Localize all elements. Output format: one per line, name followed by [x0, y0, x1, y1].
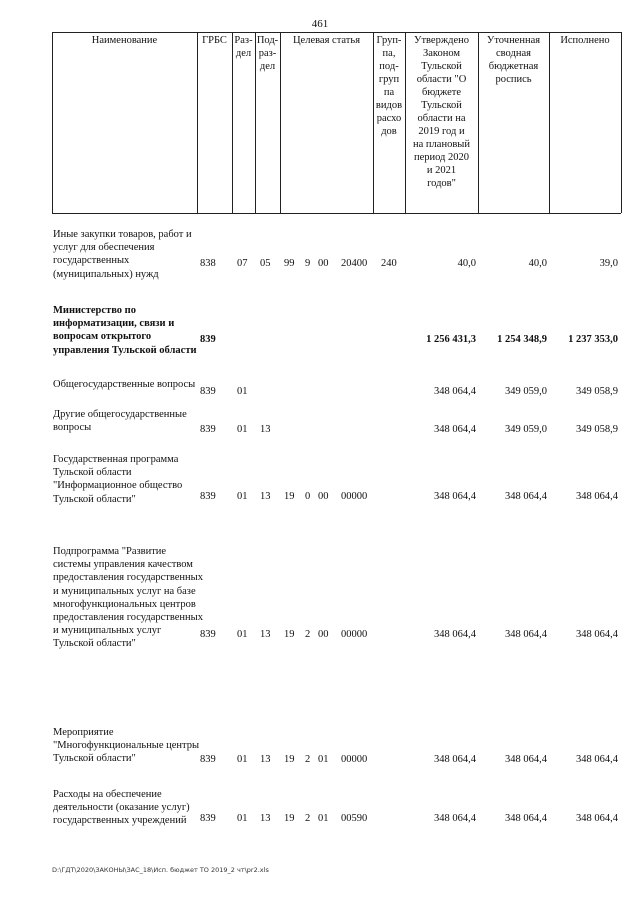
row-name: Государственная программа Тульской области "Информационное общество Тульской области" [53, 454, 183, 505]
row-approved: 348 064,4 [434, 491, 476, 502]
row-razdel: 01 [237, 754, 248, 765]
row-target-2: 2 [305, 813, 311, 824]
row-executed: 348 064,4 [576, 813, 618, 824]
row-approved: 40,0 [457, 258, 476, 269]
row-executed: 39,0 [599, 258, 618, 269]
row-executed: 349 058,9 [576, 386, 618, 397]
header-executed: Исполнено [560, 35, 610, 46]
header-razdel: Раз- дел [234, 35, 253, 59]
row-refined: 1 254 348,9 [497, 334, 547, 345]
row-razdel: 01 [237, 491, 248, 502]
row-razdel: 07 [237, 258, 248, 269]
row-target-4: 00590 [341, 813, 368, 824]
row-target-4: 00000 [341, 491, 368, 502]
row-name: Расходы на обеспечение деятельности (оказание услуг) государственных учреждений [53, 789, 190, 827]
row-target-1: 99 [284, 258, 295, 269]
row-approved: 348 064,4 [434, 386, 476, 397]
table-row [0, 378, 640, 406]
header-name: Наименование [91, 35, 158, 46]
row-target-3: 01 [318, 813, 329, 824]
row-target-3: 00 [318, 258, 329, 269]
row-target-1: 19 [284, 754, 295, 765]
header-target: Целевая статья [292, 35, 361, 46]
table-header [0, 32, 640, 213]
header-approved: Утверждено Законом Тульской области "О бюджете Тульской области на 2019 год и на плановый период 2020 и 2021 годов" [413, 35, 470, 189]
row-executed: 1 237 353,0 [568, 334, 618, 345]
row-approved: 348 064,4 [434, 754, 476, 765]
row-target-2: 2 [305, 754, 311, 765]
row-approved: 348 064,4 [434, 424, 476, 435]
table-row [0, 545, 640, 710]
row-grbs: 839 [200, 813, 216, 824]
row-target-4: 00000 [341, 754, 368, 765]
row-razdel: 01 [237, 386, 248, 397]
page-number: 461 [311, 18, 329, 30]
header-podrazdel: Под- раз- дел [256, 35, 279, 72]
table-row [0, 408, 640, 448]
row-target-2: 0 [305, 491, 311, 502]
row-target-3: 00 [318, 629, 329, 640]
row-target-3: 00 [318, 491, 329, 502]
row-grbs: 839 [200, 334, 216, 345]
header-vid: Груп- па, под- груп па видов расхо дов [375, 35, 403, 137]
file-path-footer: D:\ГДТ\2020\ЗАКОНЫ\ЗАС_18\Исп. бюджет ТО 2019_2 чт\рr2.xls [52, 866, 269, 874]
row-target-1: 19 [284, 491, 295, 502]
row-vid: 240 [381, 258, 397, 269]
row-target-1: 19 [284, 813, 295, 824]
row-executed: 348 064,4 [576, 491, 618, 502]
row-podrazdel: 13 [260, 754, 271, 765]
row-grbs: 838 [200, 258, 216, 269]
header-refined: Уточненная сводная бюджетная роспись [486, 35, 541, 85]
row-refined: 348 064,4 [505, 813, 547, 824]
row-approved: 1 256 431,3 [426, 334, 476, 345]
row-name: Подпрограмма "Развитие системы управления качеством предоставления государственных и муниципальных услуг на базе многофункциональных центров предоставления государственных и муниципальных услуг Тульской области" [53, 546, 203, 650]
row-executed: 349 058,9 [576, 424, 618, 435]
row-name: Министерство по информатизации, связи и вопросам открытого управления Тульской области [53, 305, 197, 356]
row-executed: 348 064,4 [576, 629, 618, 640]
row-target-2: 2 [305, 629, 311, 640]
header-bottom-border [52, 213, 621, 214]
row-refined: 348 064,4 [505, 491, 547, 502]
row-podrazdel: 13 [260, 629, 271, 640]
table-row [0, 228, 640, 308]
table-row [0, 788, 640, 850]
row-refined: 348 064,4 [505, 629, 547, 640]
row-refined: 349 059,0 [505, 424, 547, 435]
row-approved: 348 064,4 [434, 629, 476, 640]
row-grbs: 839 [200, 386, 216, 397]
row-podrazdel: 13 [260, 813, 271, 824]
row-grbs: 839 [200, 424, 216, 435]
row-podrazdel: 13 [260, 424, 271, 435]
row-refined: 348 064,4 [505, 754, 547, 765]
table-row [0, 304, 640, 374]
row-razdel: 01 [237, 629, 248, 640]
row-target-3: 01 [318, 754, 329, 765]
row-grbs: 839 [200, 754, 216, 765]
row-razdel: 01 [237, 424, 248, 435]
row-name: Иные закупки товаров, работ и услуг для обеспечения государственных (муниципальных) нужд [53, 229, 192, 280]
row-name: Мероприятие "Многофункциональные центры Тульской области" [53, 727, 200, 765]
row-razdel: 01 [237, 813, 248, 824]
row-name: Общегосударственные вопросы [53, 379, 196, 390]
row-grbs: 839 [200, 629, 216, 640]
header-grbs: ГРБС [202, 35, 227, 46]
row-target-4: 00000 [341, 629, 368, 640]
row-refined: 40,0 [528, 258, 547, 269]
row-executed: 348 064,4 [576, 754, 618, 765]
row-name: Другие общегосударственные вопросы [53, 409, 187, 434]
table-row [0, 726, 640, 774]
row-grbs: 839 [200, 491, 216, 502]
row-approved: 348 064,4 [434, 813, 476, 824]
row-target-4: 20400 [341, 258, 368, 269]
row-podrazdel: 13 [260, 491, 271, 502]
row-refined: 349 059,0 [505, 386, 547, 397]
row-target-1: 19 [284, 629, 295, 640]
row-target-2: 9 [305, 258, 311, 269]
row-podrazdel: 05 [260, 258, 271, 269]
table-row [0, 453, 640, 533]
